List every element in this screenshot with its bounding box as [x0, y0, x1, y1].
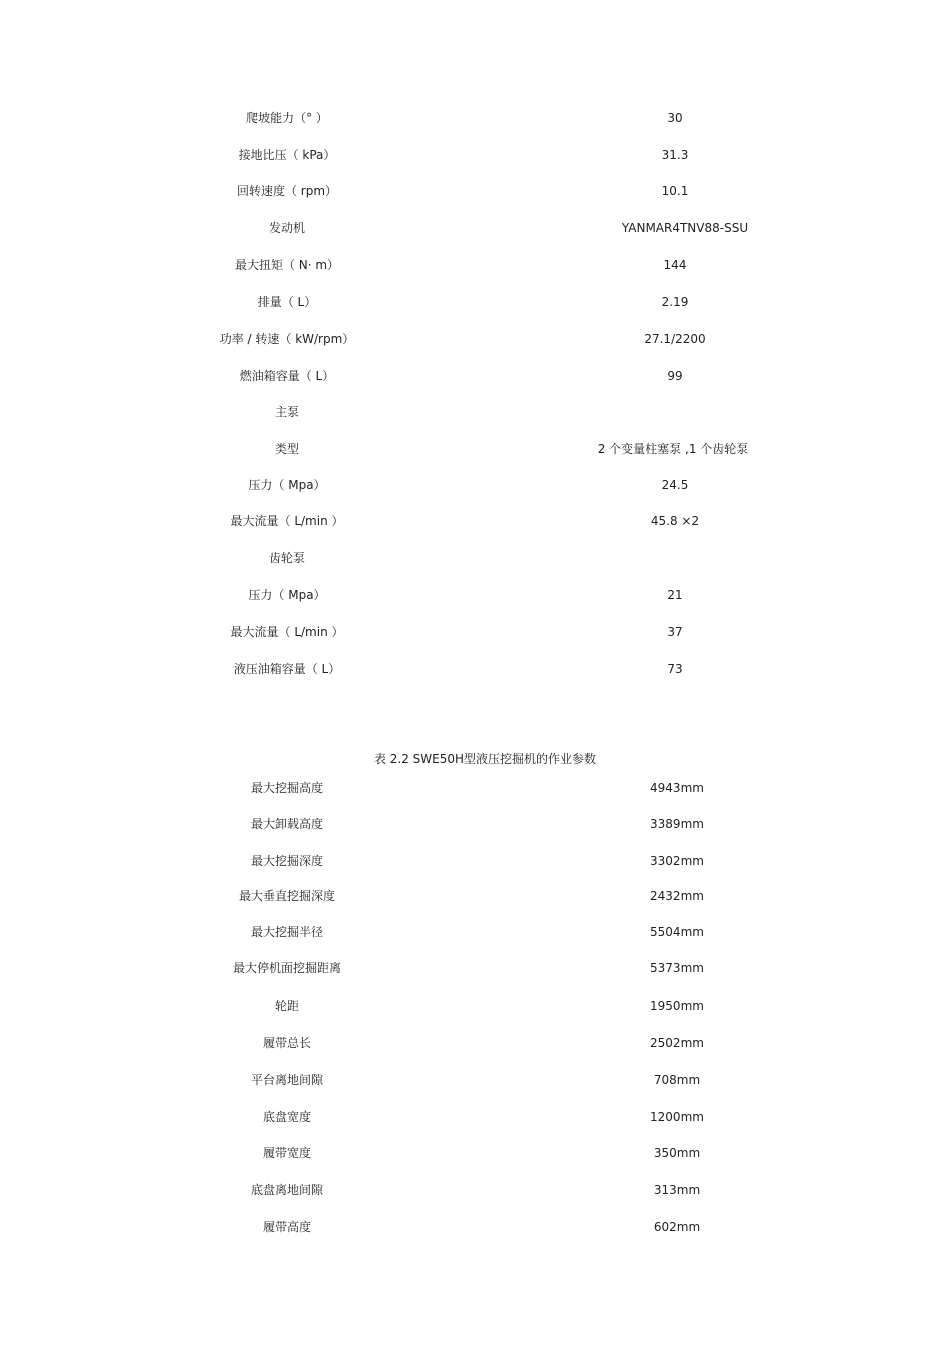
row-label: 回转速度（ rpm）: [236, 184, 338, 198]
table-row: [0, 996, 950, 1016]
table-row: [0, 659, 950, 679]
table-row: [0, 366, 950, 386]
row-label: 压力（ Mpa）: [248, 588, 326, 602]
row-value: 31.3: [661, 148, 689, 162]
row-value: 21: [667, 588, 683, 602]
row-label: 最大扭矩（ N· m）: [234, 258, 340, 272]
row-label: 主泵: [274, 405, 299, 419]
row-value: 2 个变量柱塞泵 ,1 个齿轮泵: [597, 442, 749, 456]
table-row: [0, 585, 950, 605]
table-row: [0, 851, 950, 871]
table-row: [0, 1217, 950, 1237]
row-value: 4943mm: [650, 781, 704, 795]
row-value: YANMAR4TNV88-SSU: [621, 221, 749, 235]
table-row: [0, 1143, 950, 1163]
row-value: 27.1/2200: [644, 332, 706, 346]
row-label: 最大卸载高度: [250, 817, 323, 831]
row-value: 144: [663, 258, 687, 272]
row-value: 2502mm: [650, 1036, 704, 1050]
row-label: 爬坡能力（° ）: [246, 111, 328, 125]
row-label: 接地比压（ kPa）: [238, 148, 336, 162]
row-label: 功率 / 转速（ kW/rpm）: [219, 332, 355, 346]
row-value: [575, 548, 775, 568]
row-label: 最大垂直挖掘深度: [238, 889, 335, 903]
table-row: [0, 814, 950, 834]
row-label: 平台离地间隙: [250, 1073, 323, 1087]
row-label: 最大挖掘深度: [250, 854, 323, 868]
row-value: 2.19: [661, 295, 689, 309]
row-value: 73: [667, 662, 683, 676]
table-row: [0, 778, 950, 798]
row-value: 3389mm: [650, 817, 704, 831]
row-value: 5504mm: [650, 925, 704, 939]
table-row: [0, 439, 950, 459]
table-row: [0, 108, 950, 128]
table-caption: 表 2.2 SWE50H型液压挖掘机的作业参数: [373, 752, 597, 766]
row-value: 30: [667, 111, 683, 125]
table-row: [0, 292, 950, 312]
row-label: 底盘宽度: [262, 1110, 311, 1124]
table-row: [0, 922, 950, 942]
row-label: 最大挖掘高度: [250, 781, 323, 795]
row-label: 底盘离地间隙: [250, 1183, 323, 1197]
row-label: 类型: [274, 442, 299, 456]
row-label: 履带高度: [262, 1220, 311, 1234]
row-label: 排量（ L）: [257, 295, 317, 309]
row-label: 履带总长: [262, 1036, 311, 1050]
row-value: 37: [667, 625, 683, 639]
table-row: [0, 255, 950, 275]
row-value: 2432mm: [650, 889, 704, 903]
row-label: 燃油箱容量（ L）: [239, 369, 335, 383]
table-row: [0, 181, 950, 201]
row-value: 45.8 ×2: [650, 514, 700, 528]
table-row: [0, 886, 950, 906]
row-value: 1200mm: [650, 1110, 704, 1124]
row-label: 最大流量（ L/min ）: [230, 625, 344, 639]
row-label: 最大挖掘半径: [250, 925, 323, 939]
row-value: 350mm: [653, 1146, 701, 1160]
row-value: 708mm: [653, 1073, 701, 1087]
row-label: 发动机: [268, 221, 305, 235]
row-label: 轮距: [274, 999, 299, 1013]
row-value: 1950mm: [650, 999, 704, 1013]
table-row: [0, 1180, 950, 1200]
table-row: [0, 145, 950, 165]
row-value: 99: [667, 369, 683, 383]
row-label: 最大流量（ L/min ）: [230, 514, 344, 528]
table-row: [0, 511, 950, 531]
table-row: [0, 329, 950, 349]
row-value: 10.1: [661, 184, 689, 198]
table-row: [0, 218, 950, 238]
table-row: [0, 402, 950, 422]
table-row: [0, 1070, 950, 1090]
row-label: 履带宽度: [262, 1146, 311, 1160]
table-row: [0, 622, 950, 642]
row-value: [575, 402, 775, 422]
row-value: 24.5: [661, 478, 689, 492]
row-label: 最大停机面挖掘距离: [232, 961, 341, 975]
table-row: [0, 548, 950, 568]
row-label: 压力（ Mpa）: [248, 478, 326, 492]
row-value: 5373mm: [650, 961, 704, 975]
row-value: 313mm: [653, 1183, 701, 1197]
row-label: 齿轮泵: [268, 551, 305, 565]
table-row: [0, 1033, 950, 1053]
table-row: [0, 958, 950, 978]
row-label: 液压油箱容量（ L）: [233, 662, 341, 676]
row-value: 3302mm: [650, 854, 704, 868]
row-value: 602mm: [653, 1220, 701, 1234]
table-row: [0, 1107, 950, 1127]
table-row: [0, 475, 950, 495]
